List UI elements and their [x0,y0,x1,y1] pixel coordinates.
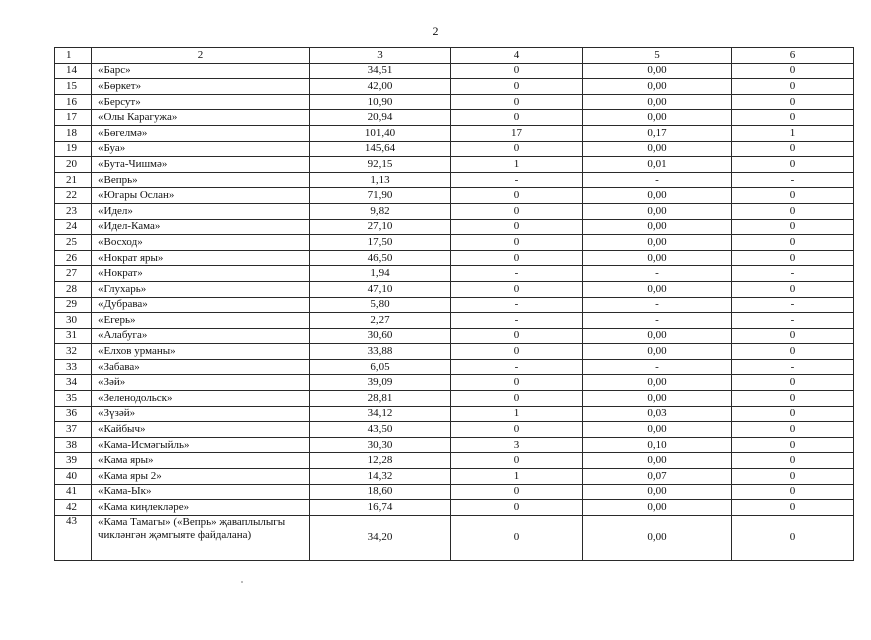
name-cell: «Зеленодольск» [92,391,310,407]
col5-value-cell: 0,00 [583,63,732,79]
col5-value-cell: 0,00 [583,235,732,251]
col6-value-cell: 0 [732,157,854,173]
col3-value-cell: 43,50 [310,422,451,438]
col6-value-cell: - [732,297,854,313]
row-number-cell: 38 [55,437,92,453]
col4-value-cell: - [451,359,583,375]
row-number-cell: 30 [55,313,92,329]
col5-value-cell: 0,07 [583,469,732,485]
table-row [55,484,854,500]
table-row [55,79,854,95]
col6-value-cell: 0 [732,219,854,235]
header-cell-col4: 4 [451,48,583,64]
col4-value-cell: 1 [451,406,583,422]
table-row [55,375,854,391]
table-row [55,125,854,141]
name-cell: «Елхов урманы» [92,344,310,360]
row-number-cell: 37 [55,422,92,438]
col6-value-cell: 0 [732,422,854,438]
name-cell: «Кайбыч» [92,422,310,438]
col5-value-cell: - [583,313,732,329]
col3-value-cell: 47,10 [310,281,451,297]
table-row [55,469,854,485]
page-number: 2 [432,24,439,38]
table-row [55,328,854,344]
col5-value-cell: 0,00 [583,188,732,204]
row-number-cell: 20 [55,157,92,173]
col5-value-cell: 0,00 [583,141,732,157]
col3-value-cell: 17,50 [310,235,451,251]
row-number-cell: 32 [55,344,92,360]
col4-value-cell: 0 [451,375,583,391]
row-number-cell: 22 [55,188,92,204]
col5-value-cell: - [583,297,732,313]
col6-value-cell: 0 [732,500,854,516]
col3-value-cell: 30,60 [310,328,451,344]
col3-value-cell: 10,90 [310,94,451,110]
row-number-cell: 34 [55,375,92,391]
col4-value-cell: 17 [451,125,583,141]
name-cell: «Берсут» [92,94,310,110]
table-row [55,172,854,188]
col4-value-cell: - [451,297,583,313]
col6-value-cell: 0 [732,406,854,422]
col5-value-cell: 0,17 [583,125,732,141]
col4-value-cell: 3 [451,437,583,453]
table-row [55,437,854,453]
table-row [55,344,854,360]
col3-value-cell: 2,27 [310,313,451,329]
name-cell: «Зәй» [92,375,310,391]
col6-value-cell: 0 [732,437,854,453]
name-cell: «Бута-Чишмә» [92,157,310,173]
col3-value-cell: 1,13 [310,172,451,188]
col5-value-cell: 0,03 [583,406,732,422]
col3-value-cell: 27,10 [310,219,451,235]
col3-value-cell: 34,20 [310,515,451,560]
row-number-cell: 26 [55,250,92,266]
table-row [55,235,854,251]
col3-value-cell: 34,12 [310,406,451,422]
name-cell: «Буа» [92,141,310,157]
col3-value-cell: 30,30 [310,437,451,453]
col3-value-cell: 9,82 [310,203,451,219]
header-cell-col5: 5 [583,48,732,64]
name-cell: «Олы Карагужа» [92,110,310,126]
row-number-cell: 33 [55,359,92,375]
header-cell-col2: 2 [92,48,310,64]
name-cell: «Кама-Исмәгыйль» [92,437,310,453]
col6-value-cell: 0 [732,110,854,126]
col5-value-cell: 0,00 [583,203,732,219]
header-cell-col3: 3 [310,48,451,64]
name-cell: «Забава» [92,359,310,375]
table-row [55,157,854,173]
row-number-cell: 16 [55,94,92,110]
table-row [55,110,854,126]
row-number-cell: 36 [55,406,92,422]
col5-value-cell: - [583,172,732,188]
col6-value-cell: 0 [732,484,854,500]
col4-value-cell: 0 [451,219,583,235]
col3-value-cell: 20,94 [310,110,451,126]
name-cell: «Бөркет» [92,79,310,95]
row-number-cell: 35 [55,391,92,407]
col5-value-cell: 0,00 [583,110,732,126]
table-body [55,48,854,561]
row-number-cell: 27 [55,266,92,282]
col4-value-cell: 0 [451,94,583,110]
col3-value-cell: 14,32 [310,469,451,485]
col5-value-cell: 0,00 [583,344,732,360]
table-row [55,453,854,469]
name-cell: «Кама яры 2» [92,469,310,485]
col5-value-cell: - [583,359,732,375]
name-cell: «Вепрь» [92,172,310,188]
table-row [55,266,854,282]
name-cell: «Дубрава» [92,297,310,313]
name-cell: «Егерь» [92,313,310,329]
col3-value-cell: 101,40 [310,125,451,141]
name-cell: «Кама Тамагы» («Вепрь» җаваплылыгы чикләнгән җәмгыяте файдалана) [92,515,310,560]
data-table [54,47,854,561]
col5-value-cell: - [583,266,732,282]
col3-value-cell: 5,80 [310,297,451,313]
col6-value-cell: - [732,172,854,188]
col3-value-cell: 33,88 [310,344,451,360]
col4-value-cell: 0 [451,328,583,344]
col6-value-cell: 0 [732,188,854,204]
col6-value-cell: 0 [732,63,854,79]
col5-value-cell: 0,10 [583,437,732,453]
col6-value-cell: 0 [732,515,854,560]
col4-value-cell: 0 [451,484,583,500]
name-cell: «Барс» [92,63,310,79]
col6-value-cell: 0 [732,344,854,360]
col4-value-cell: 0 [451,453,583,469]
col4-value-cell: 0 [451,141,583,157]
col4-value-cell: 0 [451,281,583,297]
name-cell: «Югары Ослан» [92,188,310,204]
row-number-cell: 41 [55,484,92,500]
col6-value-cell: - [732,266,854,282]
col5-value-cell: 0,00 [583,250,732,266]
col4-value-cell: 0 [451,515,583,560]
row-number-cell: 29 [55,297,92,313]
name-cell: «Глухарь» [92,281,310,297]
col5-value-cell: 0,00 [583,281,732,297]
name-cell: «Кама яры» [92,453,310,469]
row-number-cell: 23 [55,203,92,219]
name-cell: «Нократ яры» [92,250,310,266]
col6-value-cell: 0 [732,141,854,157]
header-row [55,48,854,64]
table-row [55,94,854,110]
col3-value-cell: 1,94 [310,266,451,282]
header-cell-col1: 1 [55,48,92,64]
col3-value-cell: 46,50 [310,250,451,266]
row-number-cell: 40 [55,469,92,485]
col4-value-cell: 0 [451,110,583,126]
name-cell: «Нократ» [92,266,310,282]
col3-value-cell: 28,81 [310,391,451,407]
table-row [55,141,854,157]
table-row [55,515,854,560]
col4-value-cell: 0 [451,203,583,219]
col6-value-cell: 0 [732,79,854,95]
name-cell: «Идел» [92,203,310,219]
name-cell: «Алабуга» [92,328,310,344]
name-cell: «Восход» [92,235,310,251]
col5-value-cell: 0,00 [583,484,732,500]
row-number-cell: 31 [55,328,92,344]
col6-value-cell: 0 [732,328,854,344]
name-cell: «Кама-Ык» [92,484,310,500]
col5-value-cell: 0,00 [583,375,732,391]
col4-value-cell: 0 [451,500,583,516]
name-cell: «Идел-Кама» [92,219,310,235]
col6-value-cell: 0 [732,469,854,485]
table-row [55,219,854,235]
col5-value-cell: 0,00 [583,328,732,344]
col4-value-cell: 0 [451,344,583,360]
table-row [55,203,854,219]
table-row [55,188,854,204]
row-number-cell: 24 [55,219,92,235]
col4-value-cell: - [451,266,583,282]
table-row [55,500,854,516]
col3-value-cell: 16,74 [310,500,451,516]
table-row [55,281,854,297]
col5-value-cell: 0,00 [583,219,732,235]
col4-value-cell: 0 [451,235,583,251]
table-row [55,422,854,438]
table-row [55,63,854,79]
name-cell: «Бөгелмә» [92,125,310,141]
col4-value-cell: 0 [451,188,583,204]
col5-value-cell: 0,00 [583,422,732,438]
table-row [55,406,854,422]
col5-value-cell: 0,01 [583,157,732,173]
col5-value-cell: 0,00 [583,79,732,95]
col4-value-cell: 0 [451,422,583,438]
col4-value-cell: 0 [451,79,583,95]
row-number-cell: 18 [55,125,92,141]
col5-value-cell: 0,00 [583,94,732,110]
col5-value-cell: 0,00 [583,500,732,516]
col3-value-cell: 92,15 [310,157,451,173]
table-row [55,250,854,266]
col4-value-cell: 0 [451,63,583,79]
col6-value-cell: - [732,359,854,375]
name-cell: «Кама киңлекләре» [92,500,310,516]
col3-value-cell: 12,28 [310,453,451,469]
col6-value-cell: 0 [732,94,854,110]
col3-value-cell: 145,64 [310,141,451,157]
row-number-cell: 17 [55,110,92,126]
col4-value-cell: 0 [451,391,583,407]
table-row [55,313,854,329]
col6-value-cell: 0 [732,375,854,391]
row-number-cell: 28 [55,281,92,297]
col4-value-cell: 1 [451,469,583,485]
table-row [55,297,854,313]
col5-value-cell: 0,00 [583,515,732,560]
col6-value-cell: 0 [732,235,854,251]
col3-value-cell: 34,51 [310,63,451,79]
row-number-cell: 21 [55,172,92,188]
col3-value-cell: 39,09 [310,375,451,391]
table-row [55,391,854,407]
col3-value-cell: 71,90 [310,188,451,204]
row-number-cell: 42 [55,500,92,516]
row-number-cell: 15 [55,79,92,95]
col3-value-cell: 42,00 [310,79,451,95]
col6-value-cell: 0 [732,453,854,469]
col6-value-cell: 0 [732,391,854,407]
col6-value-cell: 0 [732,250,854,266]
col3-value-cell: 6,05 [310,359,451,375]
row-number-cell: 43 [55,515,92,560]
row-number-cell: 25 [55,235,92,251]
col3-value-cell: 18,60 [310,484,451,500]
row-number-cell: 14 [55,63,92,79]
scan-speck [241,581,243,583]
col6-value-cell: 1 [732,125,854,141]
col4-value-cell: - [451,172,583,188]
col4-value-cell: 0 [451,250,583,266]
col6-value-cell: - [732,313,854,329]
header-cell-col6: 6 [732,48,854,64]
name-cell: «Зүзәй» [92,406,310,422]
row-number-cell: 39 [55,453,92,469]
table-row [55,359,854,375]
col6-value-cell: 0 [732,203,854,219]
col4-value-cell: - [451,313,583,329]
row-number-cell: 19 [55,141,92,157]
col5-value-cell: 0,00 [583,391,732,407]
col4-value-cell: 1 [451,157,583,173]
col5-value-cell: 0,00 [583,453,732,469]
col6-value-cell: 0 [732,281,854,297]
